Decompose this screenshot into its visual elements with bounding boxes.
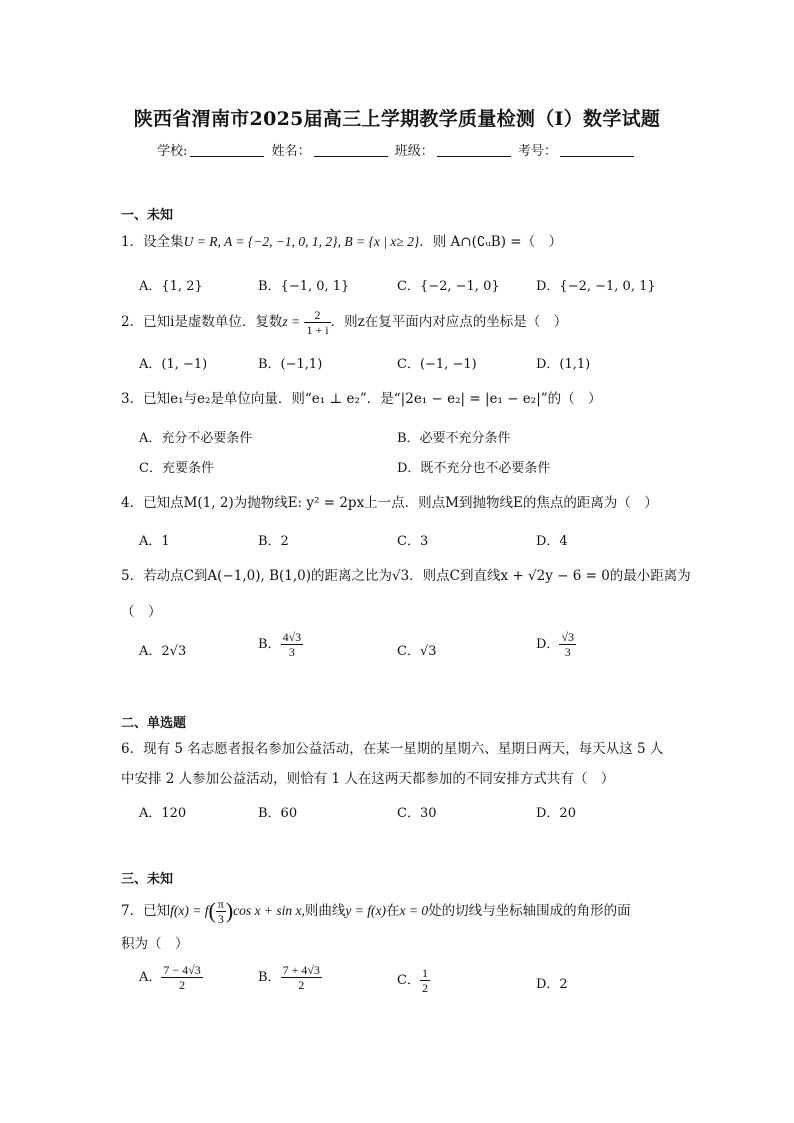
question-6-line-2: 中安排 2 人参加公益活动，则恰有 1 人在这两天都参加的不同安排方式共有（ ） bbox=[121, 771, 615, 787]
q7-expr-curve: y = f(x) bbox=[345, 903, 386, 918]
q4-option-a: A．1 bbox=[139, 534, 170, 549]
q5-b-denominator: 3 bbox=[281, 644, 304, 659]
q1-expression: U = R, A = {−2, −1, 0, 1, 2}, B = {x | x≥ 2} bbox=[183, 234, 420, 249]
class-label: 班级： bbox=[394, 144, 434, 159]
q1-option-a: A．{1, 2} bbox=[139, 279, 203, 294]
question-3: 3．已知e₁与e₂是单位向量．则“e₁ ⊥ e₂”．是“|2e₁ − e₂| = |e₁ − e₂|”的（ ） bbox=[121, 391, 602, 407]
q3-option-a: A．充分不必要条件 bbox=[139, 431, 253, 446]
name-blank[interactable] bbox=[314, 144, 388, 157]
q7-a-denominator: 2 bbox=[161, 977, 202, 992]
question-5-line-2: （ ） bbox=[121, 604, 162, 620]
q7-option-a bbox=[139, 963, 203, 992]
q7-expr-f: f(x) = f bbox=[170, 903, 209, 918]
q2-option-b: B．(−1,1) bbox=[258, 357, 323, 372]
q7-b-numerator: 7 + 4√3 bbox=[282, 963, 320, 977]
q7-c-numerator: 1 bbox=[421, 966, 428, 980]
q2-option-a: A．(1, −1) bbox=[139, 357, 208, 372]
q2-fraction bbox=[304, 308, 330, 337]
class-blank[interactable] bbox=[437, 144, 511, 157]
q5-d-denominator: 3 bbox=[559, 644, 576, 659]
q1-number: 1．设全集 bbox=[121, 234, 184, 250]
q6-option-b: B．60 bbox=[258, 806, 298, 821]
q5-option-d bbox=[536, 630, 576, 659]
q5-option-b-fraction bbox=[281, 630, 304, 659]
q7-option-a-fraction bbox=[161, 963, 202, 992]
q4-option-c: C．3 bbox=[397, 534, 429, 549]
q5-b-numerator: 4√3 bbox=[282, 630, 302, 644]
section-heading-2: 二、单选题 bbox=[121, 716, 187, 731]
question-6-line-1: 6．现有 5 名志愿者报名参加公益活动，在某一星期的星期六、星期日两天，每天从这 5 人 bbox=[121, 741, 664, 757]
q7-a-numerator: 7 − 4√3 bbox=[163, 963, 201, 977]
q5-option-d-fraction bbox=[559, 630, 576, 659]
q7-b-denominator: 2 bbox=[281, 977, 322, 992]
q2-number: 2．已知i是虚数单位．复数 bbox=[121, 314, 283, 330]
page-title: 陕西省渭南市2025届高三上学期教学质量检测（Ⅰ）数学试题 bbox=[133, 108, 661, 130]
q7-mid: 则曲线 bbox=[304, 903, 346, 919]
section-heading-1: 一、未知 bbox=[121, 208, 174, 223]
q7-expr-x0: x = 0 bbox=[399, 903, 429, 918]
q2-z: z = bbox=[282, 314, 301, 329]
q3-option-c: C．充要条件 bbox=[139, 461, 214, 476]
exam-number-label: 考号： bbox=[517, 144, 557, 159]
q4-option-b: B．2 bbox=[258, 534, 289, 549]
q7-option-a-label: A． bbox=[139, 970, 162, 985]
q5-option-c: C．√3 bbox=[397, 644, 437, 659]
section-heading-3: 三、未知 bbox=[121, 872, 174, 887]
q5-option-d-label: D． bbox=[536, 637, 560, 652]
q3-option-b: B．必要不充分条件 bbox=[397, 431, 511, 446]
question-7-line-1: 7．已知f(x) = f( $\frac{\pi}{3}$ )cos x + sin x,则曲线y = f(x)在x = 0处的切线与坐标轴围成的角形的面 bbox=[121, 897, 631, 926]
question-1 bbox=[121, 233, 562, 251]
q3-option-d: D．既不充分也不必要条件 bbox=[397, 461, 551, 476]
q6-option-a: A．120 bbox=[139, 806, 187, 821]
q7-mid2: 在 bbox=[385, 903, 400, 919]
q7-option-b-fraction bbox=[281, 963, 322, 992]
question-7-line-2: 积为（ ） bbox=[121, 936, 189, 952]
q7-tail: 处的切线与坐标轴围成的角形的面 bbox=[428, 903, 631, 919]
q7-pi-over-3 bbox=[216, 897, 226, 926]
q7-option-b-label: B． bbox=[258, 970, 281, 985]
q1-option-b: B．{−1, 0, 1} bbox=[258, 279, 350, 294]
q7-expr-trig: cos x + sin x, bbox=[233, 903, 305, 918]
q2-option-d: D．(1,1) bbox=[536, 357, 591, 372]
q2-tail: ．则z在复平面内对应点的坐标是（ ） bbox=[330, 314, 568, 330]
q5-option-a: A．2√3 bbox=[139, 644, 187, 659]
q5-option-b-label: B． bbox=[258, 637, 281, 652]
q1-option-c: C．{−2, −1, 0} bbox=[397, 279, 500, 294]
q2-frac-denominator: 1 + i bbox=[306, 323, 329, 337]
question-2 bbox=[121, 308, 567, 337]
q7-pi: π bbox=[217, 897, 224, 911]
question-4: 4．已知点M(1, 2)为抛物线E: y² = 2px上一点．则点M到抛物线E的焦点的距离为（ ） bbox=[121, 495, 658, 511]
q7-option-c bbox=[397, 966, 430, 995]
q1-tail: ．则 A∩(∁ᵤB) =（ ） bbox=[419, 234, 563, 250]
exam-number-blank[interactable] bbox=[560, 144, 634, 157]
q6-option-c: C．30 bbox=[397, 806, 437, 821]
question-5-line-1: 5．若动点C到A(−1,0), B(1,0)的距离之比为√3．则点C到直线x + √2y − 6 = 0的最小距离为 bbox=[121, 568, 691, 584]
q7-three: 3 bbox=[216, 911, 226, 926]
q7-option-c-label: C． bbox=[397, 973, 420, 988]
q2-option-c: C．(−1, −1) bbox=[397, 357, 477, 372]
name-label: 姓名： bbox=[271, 144, 311, 159]
student-info-line bbox=[0, 140, 794, 159]
q2-frac-numerator: 2 bbox=[314, 308, 321, 322]
q7-option-b bbox=[258, 963, 322, 992]
q4-option-d: D．4 bbox=[536, 534, 568, 549]
q1-option-d: D．{−2, −1, 0, 1} bbox=[536, 279, 656, 294]
q5-option-b bbox=[258, 630, 303, 659]
q6-option-d: D．20 bbox=[536, 806, 576, 821]
q7-c-denominator: 2 bbox=[421, 981, 428, 995]
q7-option-d: D．2 bbox=[536, 977, 568, 992]
q5-d-numerator: √3 bbox=[561, 630, 575, 644]
school-blank[interactable] bbox=[190, 144, 264, 157]
school-label: 学校: bbox=[157, 144, 188, 159]
q7-option-c-fraction bbox=[420, 966, 430, 995]
q7-prefix: 7．已知 bbox=[121, 903, 171, 919]
